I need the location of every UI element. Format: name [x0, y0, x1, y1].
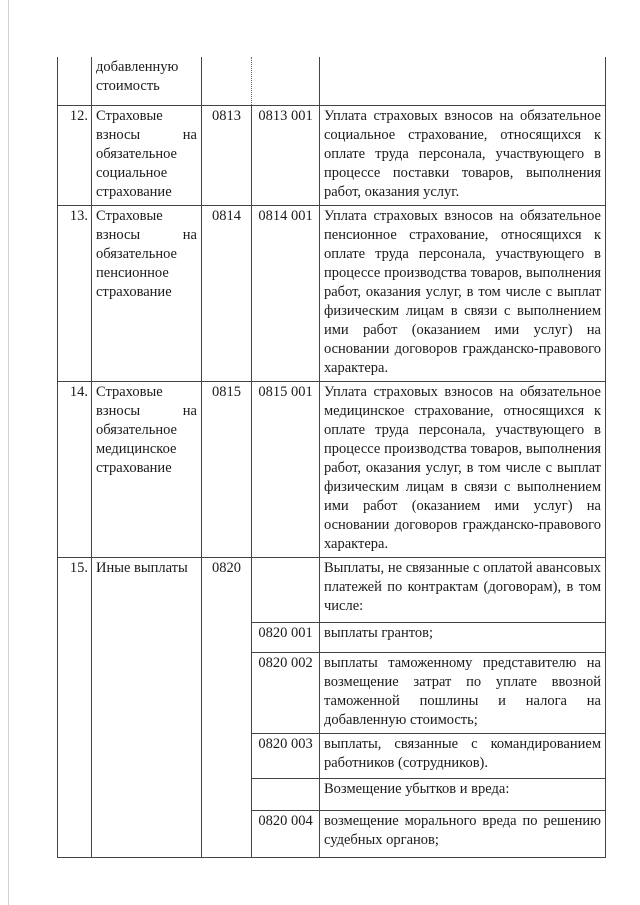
- cell-code: 0820 002: [252, 652, 320, 733]
- cell-group-code: 0820: [202, 557, 252, 857]
- cell-number: 15.: [58, 557, 92, 857]
- cell-number: 14.: [58, 381, 92, 557]
- table-row-15: [58, 557, 606, 622]
- cell-number: [58, 57, 92, 105]
- cell-description: Возмещение убытков и вреда:: [320, 778, 606, 810]
- cell-description: Выплаты, не связанные с оплатой авансовых платежей по контрактам (договорам), в том числе:: [320, 557, 606, 622]
- cell-group-code: 0813: [202, 105, 252, 205]
- cell-description: [320, 57, 606, 105]
- cell-number: 12.: [58, 105, 92, 205]
- item-name: добавленную стоимость: [96, 59, 179, 94]
- table-row-12: [58, 105, 606, 205]
- cell-code: 0820 004: [252, 810, 320, 857]
- cell-name: [92, 57, 202, 105]
- classification-table: [57, 57, 606, 858]
- cell-description: выплаты грантов;: [320, 622, 606, 652]
- cell-code: [252, 57, 320, 105]
- table-row-14: [58, 381, 606, 557]
- cell-description: выплаты таможенному представителю на возмещение затрат по уплате ввозной таможенной пошлины и налога на добавленную стоимость;: [320, 652, 606, 733]
- cell-number: 13.: [58, 205, 92, 381]
- cell-name: Страховые взносы на обязательное пенсионное страхование: [92, 205, 202, 381]
- cell-description: выплаты, связанные с командированием работников (сотрудников).: [320, 733, 606, 778]
- cell-code: [252, 778, 320, 810]
- cell-code: 0815 001: [252, 381, 320, 557]
- cell-description: возмещение морального вреда по решению судебных органов;: [320, 810, 606, 857]
- cell-code: 0813 001: [252, 105, 320, 205]
- cell-group-code: 0814: [202, 205, 252, 381]
- cell-group-code: [202, 57, 252, 105]
- cell-description: Уплата страховых взносов на обязательное медицинское страхование, относящихся к оплате труда персонала, участвующего в процессе производства товаров, выполнения работ, оказания услуг, в том числе с выплат физическим лицам в связи с выполнением ими работ (оказанием ими услуг) на основании договоров гражданско-правового характера.: [320, 381, 606, 557]
- cell-code: [252, 557, 320, 622]
- cell-group-code: 0815: [202, 381, 252, 557]
- cell-code: 0820 003: [252, 733, 320, 778]
- table-row-13: [58, 205, 606, 381]
- cell-code: 0820 001: [252, 622, 320, 652]
- table-row-continuation: [58, 57, 606, 105]
- scan-edge-line: [8, 0, 9, 905]
- cell-description: Уплата страховых взносов на обязательное пенсионное страхование, относящихся к оплате труда персонала, участвующего в процессе производства товаров, выполнения работ, оказания услуг, в том числе с выплат физическим лицам в связи с выполнением ими работ (оказанием ими услуг) на основании договоров гражданско-правового характера.: [320, 205, 606, 381]
- cell-code: 0814 001: [252, 205, 320, 381]
- cell-name: Иные выплаты: [92, 557, 202, 857]
- cell-description: Уплата страховых взносов на обязательное социальное страхование, относящихся к оплате труда персонала, участвующего в процессе поставки товаров, выполнения работ, оказания услуг.: [320, 105, 606, 205]
- cell-name: Страховые взносы на обязательное медицинское страхование: [92, 381, 202, 557]
- cell-name: Страховые взносы на обязательное социальное страхование: [92, 105, 202, 205]
